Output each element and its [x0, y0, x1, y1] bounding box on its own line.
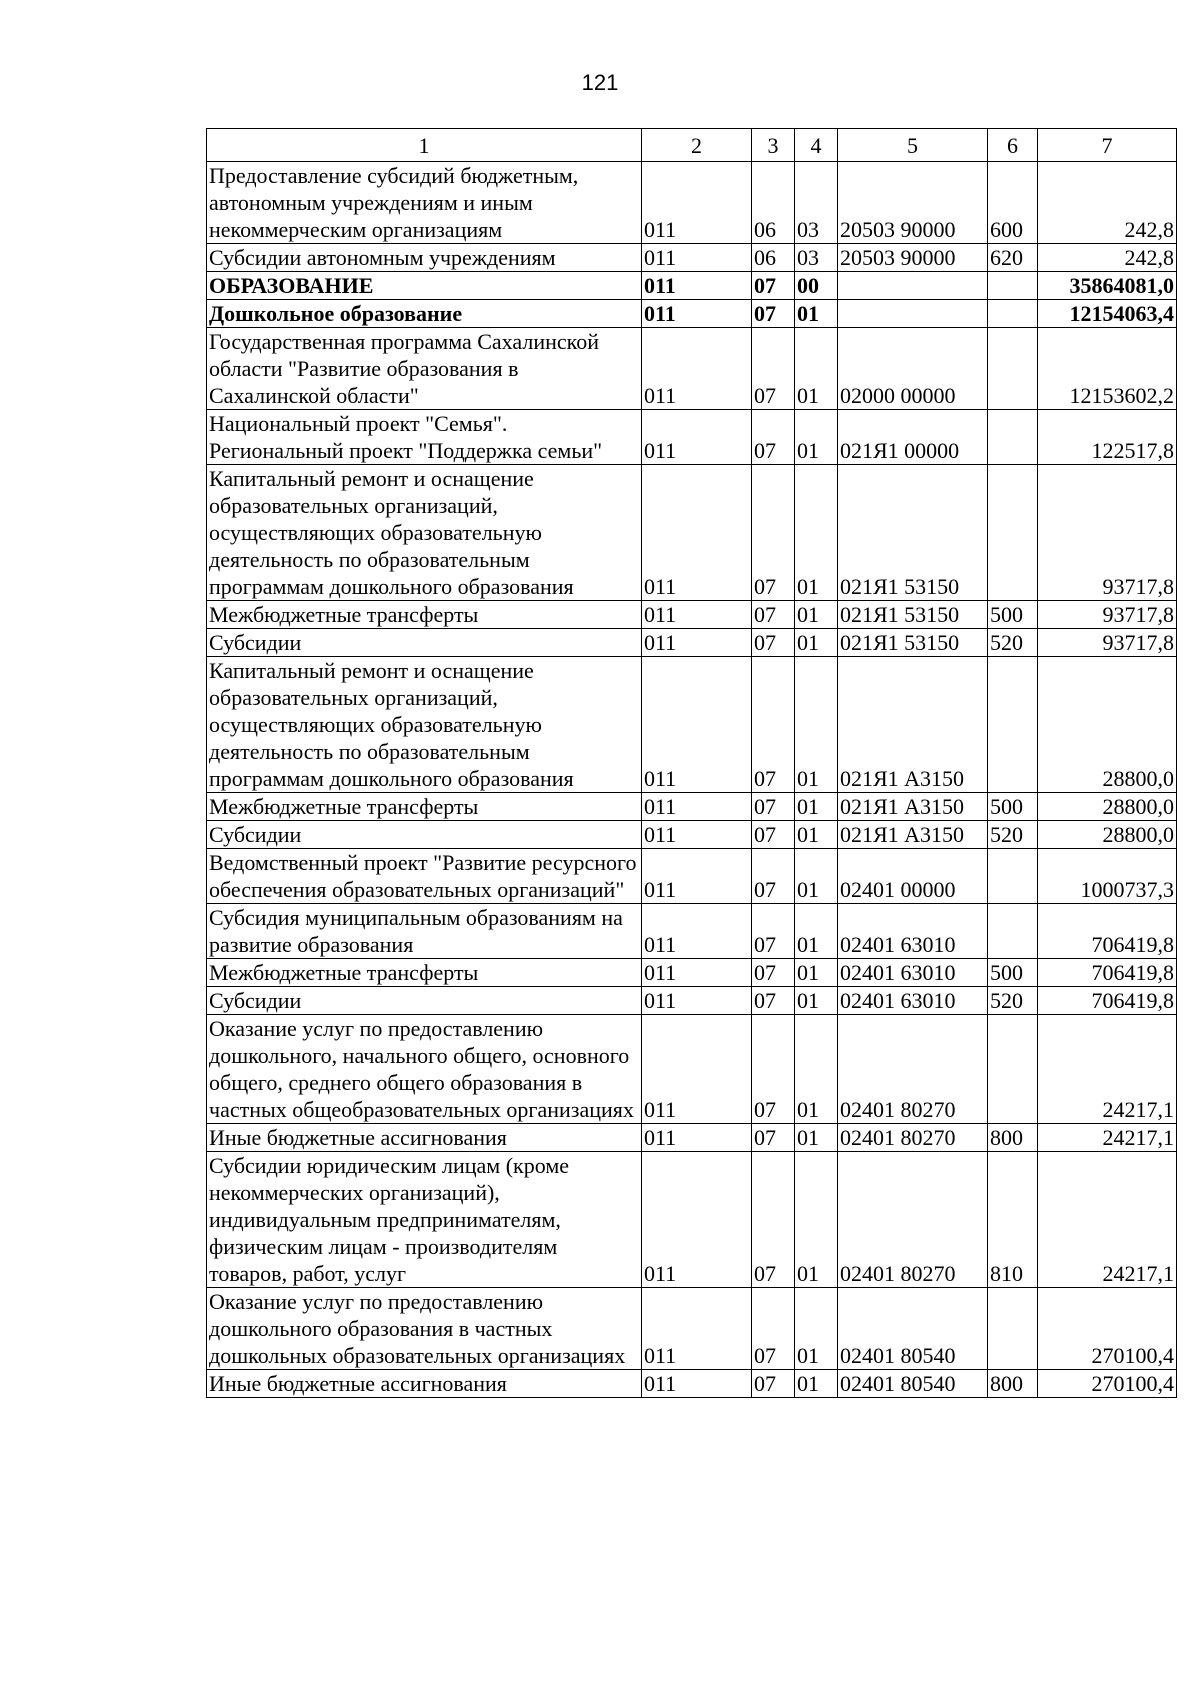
amount-cell: 270100,4 [1038, 1288, 1177, 1370]
table-row [207, 821, 1177, 849]
subsection-code-cell: 01 [795, 657, 838, 793]
section-code-cell: 07 [752, 465, 795, 601]
ministry-code-cell: 011 [642, 1152, 752, 1288]
column-header: 4 [795, 129, 838, 162]
ministry-code-cell: 011 [642, 244, 752, 272]
section-code-cell: 07 [752, 959, 795, 987]
item-name-cell: Дошкольное образование [207, 300, 642, 328]
item-name-cell: Субсидии [207, 821, 642, 849]
target-article-code-cell: 021Я1 00000 [838, 410, 988, 465]
item-name-cell: Иные бюджетные ассигнования [207, 1370, 642, 1398]
item-name-cell: Субсидия муниципальным образованиям на развитие образования [207, 904, 642, 959]
expense-type-code-cell: 620 [988, 244, 1038, 272]
item-name-cell: Субсидии юридическим лицам (кроме некоммерческих организаций), индивидуальным предпринимателям, физическим лицам - производителям товаров, работ, услуг [207, 1152, 642, 1288]
amount-cell: 242,8 [1038, 162, 1177, 244]
target-article-code-cell [838, 272, 988, 300]
column-header: 6 [988, 129, 1038, 162]
expense-type-code-cell [988, 272, 1038, 300]
ministry-code-cell: 011 [642, 987, 752, 1015]
amount-cell: 1000737,3 [1038, 849, 1177, 904]
ministry-code-cell: 011 [642, 793, 752, 821]
expense-type-code-cell [988, 904, 1038, 959]
section-code-cell: 07 [752, 657, 795, 793]
amount-cell: 24217,1 [1038, 1015, 1177, 1124]
ministry-code-cell: 011 [642, 1370, 752, 1398]
subsection-code-cell: 01 [795, 328, 838, 410]
table-row [207, 987, 1177, 1015]
target-article-code-cell: 021Я1 А3150 [838, 657, 988, 793]
amount-cell: 122517,8 [1038, 410, 1177, 465]
section-code-cell: 07 [752, 1370, 795, 1398]
subsection-code-cell: 01 [795, 1152, 838, 1288]
section-code-cell: 07 [752, 328, 795, 410]
subsection-code-cell: 01 [795, 465, 838, 601]
expense-type-code-cell: 500 [988, 601, 1038, 629]
target-article-code-cell: 02401 80270 [838, 1152, 988, 1288]
ministry-code-cell: 011 [642, 1124, 752, 1152]
expense-type-code-cell [988, 849, 1038, 904]
item-name-cell: Межбюджетные трансферты [207, 793, 642, 821]
table-row [207, 657, 1177, 793]
target-article-code-cell: 02401 63010 [838, 904, 988, 959]
section-code-cell: 07 [752, 300, 795, 328]
section-code-cell: 06 [752, 162, 795, 244]
table-row [207, 629, 1177, 657]
table-row [207, 1152, 1177, 1288]
table-row [207, 1124, 1177, 1152]
target-article-code-cell: 021Я1 53150 [838, 601, 988, 629]
ministry-code-cell: 011 [642, 410, 752, 465]
table-row [207, 465, 1177, 601]
ministry-code-cell: 011 [642, 1015, 752, 1124]
amount-cell: 28800,0 [1038, 657, 1177, 793]
amount-cell: 28800,0 [1038, 821, 1177, 849]
ministry-code-cell: 011 [642, 849, 752, 904]
ministry-code-cell: 011 [642, 821, 752, 849]
table-row [207, 300, 1177, 328]
target-article-code-cell: 021Я1 53150 [838, 629, 988, 657]
item-name-cell: Субсидии [207, 629, 642, 657]
section-code-cell: 07 [752, 601, 795, 629]
table-row [207, 410, 1177, 465]
page-number: 121 [581, 70, 619, 95]
table-row [207, 601, 1177, 629]
ministry-code-cell: 011 [642, 629, 752, 657]
column-header: 5 [838, 129, 988, 162]
target-article-code-cell: 02401 63010 [838, 987, 988, 1015]
subsection-code-cell: 03 [795, 162, 838, 244]
amount-cell: 706419,8 [1038, 959, 1177, 987]
item-name-cell: Субсидии автономным учреждениям [207, 244, 642, 272]
section-code-cell: 07 [752, 1015, 795, 1124]
table-row [207, 244, 1177, 272]
section-code-cell: 07 [752, 272, 795, 300]
target-article-code-cell: 20503 90000 [838, 162, 988, 244]
target-article-code-cell: 02401 80540 [838, 1288, 988, 1370]
item-name-cell: Субсидии [207, 987, 642, 1015]
column-header: 1 [207, 129, 642, 162]
subsection-code-cell: 01 [795, 821, 838, 849]
subsection-code-cell: 01 [795, 904, 838, 959]
item-name-cell: Предоставление субсидий бюджетным, автономным учреждениям и иным некоммерческим организациям [207, 162, 642, 244]
target-article-code-cell: 021Я1 А3150 [838, 821, 988, 849]
expense-type-code-cell [988, 657, 1038, 793]
expense-type-code-cell: 520 [988, 821, 1038, 849]
amount-cell: 24217,1 [1038, 1124, 1177, 1152]
subsection-code-cell: 01 [795, 601, 838, 629]
item-name-cell: Ведомственный проект "Развитие ресурсного обеспечения образовательных организаций" [207, 849, 642, 904]
column-header: 3 [752, 129, 795, 162]
header-row [207, 129, 1177, 162]
table-body [207, 162, 1177, 1398]
section-code-cell: 07 [752, 904, 795, 959]
section-code-cell: 07 [752, 410, 795, 465]
table-row [207, 272, 1177, 300]
amount-cell: 270100,4 [1038, 1370, 1177, 1398]
ministry-code-cell: 011 [642, 272, 752, 300]
expense-type-code-cell: 810 [988, 1152, 1038, 1288]
ministry-code-cell: 011 [642, 162, 752, 244]
table-row [207, 959, 1177, 987]
target-article-code-cell: 02000 00000 [838, 328, 988, 410]
subsection-code-cell: 01 [795, 793, 838, 821]
subsection-code-cell: 00 [795, 272, 838, 300]
table-row [207, 1370, 1177, 1398]
item-name-cell: Иные бюджетные ассигнования [207, 1124, 642, 1152]
amount-cell: 93717,8 [1038, 465, 1177, 601]
subsection-code-cell: 01 [795, 300, 838, 328]
table-row [207, 1288, 1177, 1370]
section-code-cell: 07 [752, 1152, 795, 1288]
subsection-code-cell: 01 [795, 1370, 838, 1398]
target-article-code-cell: 021Я1 53150 [838, 465, 988, 601]
amount-cell: 28800,0 [1038, 793, 1177, 821]
expense-type-code-cell: 500 [988, 959, 1038, 987]
expense-type-code-cell [988, 410, 1038, 465]
section-code-cell: 07 [752, 629, 795, 657]
amount-cell: 12154063,4 [1038, 300, 1177, 328]
subsection-code-cell: 01 [795, 1288, 838, 1370]
expense-type-code-cell [988, 328, 1038, 410]
column-header: 7 [1038, 129, 1177, 162]
table-row [207, 162, 1177, 244]
subsection-code-cell: 01 [795, 959, 838, 987]
subsection-code-cell: 01 [795, 849, 838, 904]
expense-type-code-cell: 800 [988, 1370, 1038, 1398]
table-row [207, 793, 1177, 821]
amount-cell: 35864081,0 [1038, 272, 1177, 300]
ministry-code-cell: 011 [642, 300, 752, 328]
item-name-cell: Капитальный ремонт и оснащение образовательных организаций, осуществляющих образовательную деятельность по образовательным программам дошкольного образования [207, 657, 642, 793]
ministry-code-cell: 011 [642, 657, 752, 793]
section-code-cell: 07 [752, 1288, 795, 1370]
ministry-code-cell: 011 [642, 328, 752, 410]
table-row [207, 328, 1177, 410]
item-name-cell: Капитальный ремонт и оснащение образовательных организаций, осуществляющих образовательную деятельность по образовательным программам дошкольного образования [207, 465, 642, 601]
ministry-code-cell: 011 [642, 1288, 752, 1370]
section-code-cell: 07 [752, 793, 795, 821]
amount-cell: 706419,8 [1038, 904, 1177, 959]
subsection-code-cell: 01 [795, 410, 838, 465]
target-article-code-cell: 02401 80540 [838, 1370, 988, 1398]
section-code-cell: 07 [752, 1124, 795, 1152]
expense-type-code-cell: 520 [988, 629, 1038, 657]
expense-type-code-cell [988, 1015, 1038, 1124]
subsection-code-cell: 03 [795, 244, 838, 272]
table-row [207, 904, 1177, 959]
column-header: 2 [642, 129, 752, 162]
amount-cell: 24217,1 [1038, 1152, 1177, 1288]
amount-cell: 93717,8 [1038, 601, 1177, 629]
table-row [207, 849, 1177, 904]
expense-type-code-cell [988, 465, 1038, 601]
target-article-code-cell: 20503 90000 [838, 244, 988, 272]
ministry-code-cell: 011 [642, 959, 752, 987]
expense-type-code-cell: 500 [988, 793, 1038, 821]
item-name-cell: Оказание услуг по предоставлению дошкольного, начального общего, основного общего, среднего общего образования в частных общеобразовательных организациях [207, 1015, 642, 1124]
section-code-cell: 07 [752, 987, 795, 1015]
target-article-code-cell: 02401 80270 [838, 1015, 988, 1124]
expense-type-code-cell [988, 300, 1038, 328]
target-article-code-cell: 021Я1 А3150 [838, 793, 988, 821]
item-name-cell: ОБРАЗОВАНИЕ [207, 272, 642, 300]
subsection-code-cell: 01 [795, 1015, 838, 1124]
amount-cell: 706419,8 [1038, 987, 1177, 1015]
subsection-code-cell: 01 [795, 629, 838, 657]
expense-type-code-cell: 520 [988, 987, 1038, 1015]
expense-type-code-cell: 800 [988, 1124, 1038, 1152]
target-article-code-cell [838, 300, 988, 328]
item-name-cell: Межбюджетные трансферты [207, 959, 642, 987]
item-name-cell: Национальный проект "Семья". Региональный проект "Поддержка семьи" [207, 410, 642, 465]
budget-table [206, 128, 1177, 1398]
target-article-code-cell: 02401 80270 [838, 1124, 988, 1152]
section-code-cell: 07 [752, 849, 795, 904]
item-name-cell: Оказание услуг по предоставлению дошкольного образования в частных дошкольных образовательных организациях [207, 1288, 642, 1370]
amount-cell: 93717,8 [1038, 629, 1177, 657]
target-article-code-cell: 02401 00000 [838, 849, 988, 904]
expense-type-code-cell: 600 [988, 162, 1038, 244]
target-article-code-cell: 02401 63010 [838, 959, 988, 987]
item-name-cell: Межбюджетные трансферты [207, 601, 642, 629]
ministry-code-cell: 011 [642, 904, 752, 959]
subsection-code-cell: 01 [795, 1124, 838, 1152]
section-code-cell: 06 [752, 244, 795, 272]
amount-cell: 242,8 [1038, 244, 1177, 272]
amount-cell: 12153602,2 [1038, 328, 1177, 410]
section-code-cell: 07 [752, 821, 795, 849]
expense-type-code-cell [988, 1288, 1038, 1370]
subsection-code-cell: 01 [795, 987, 838, 1015]
ministry-code-cell: 011 [642, 465, 752, 601]
item-name-cell: Государственная программа Сахалинской области "Развитие образования в Сахалинской области" [207, 328, 642, 410]
table-row [207, 1015, 1177, 1124]
ministry-code-cell: 011 [642, 601, 752, 629]
